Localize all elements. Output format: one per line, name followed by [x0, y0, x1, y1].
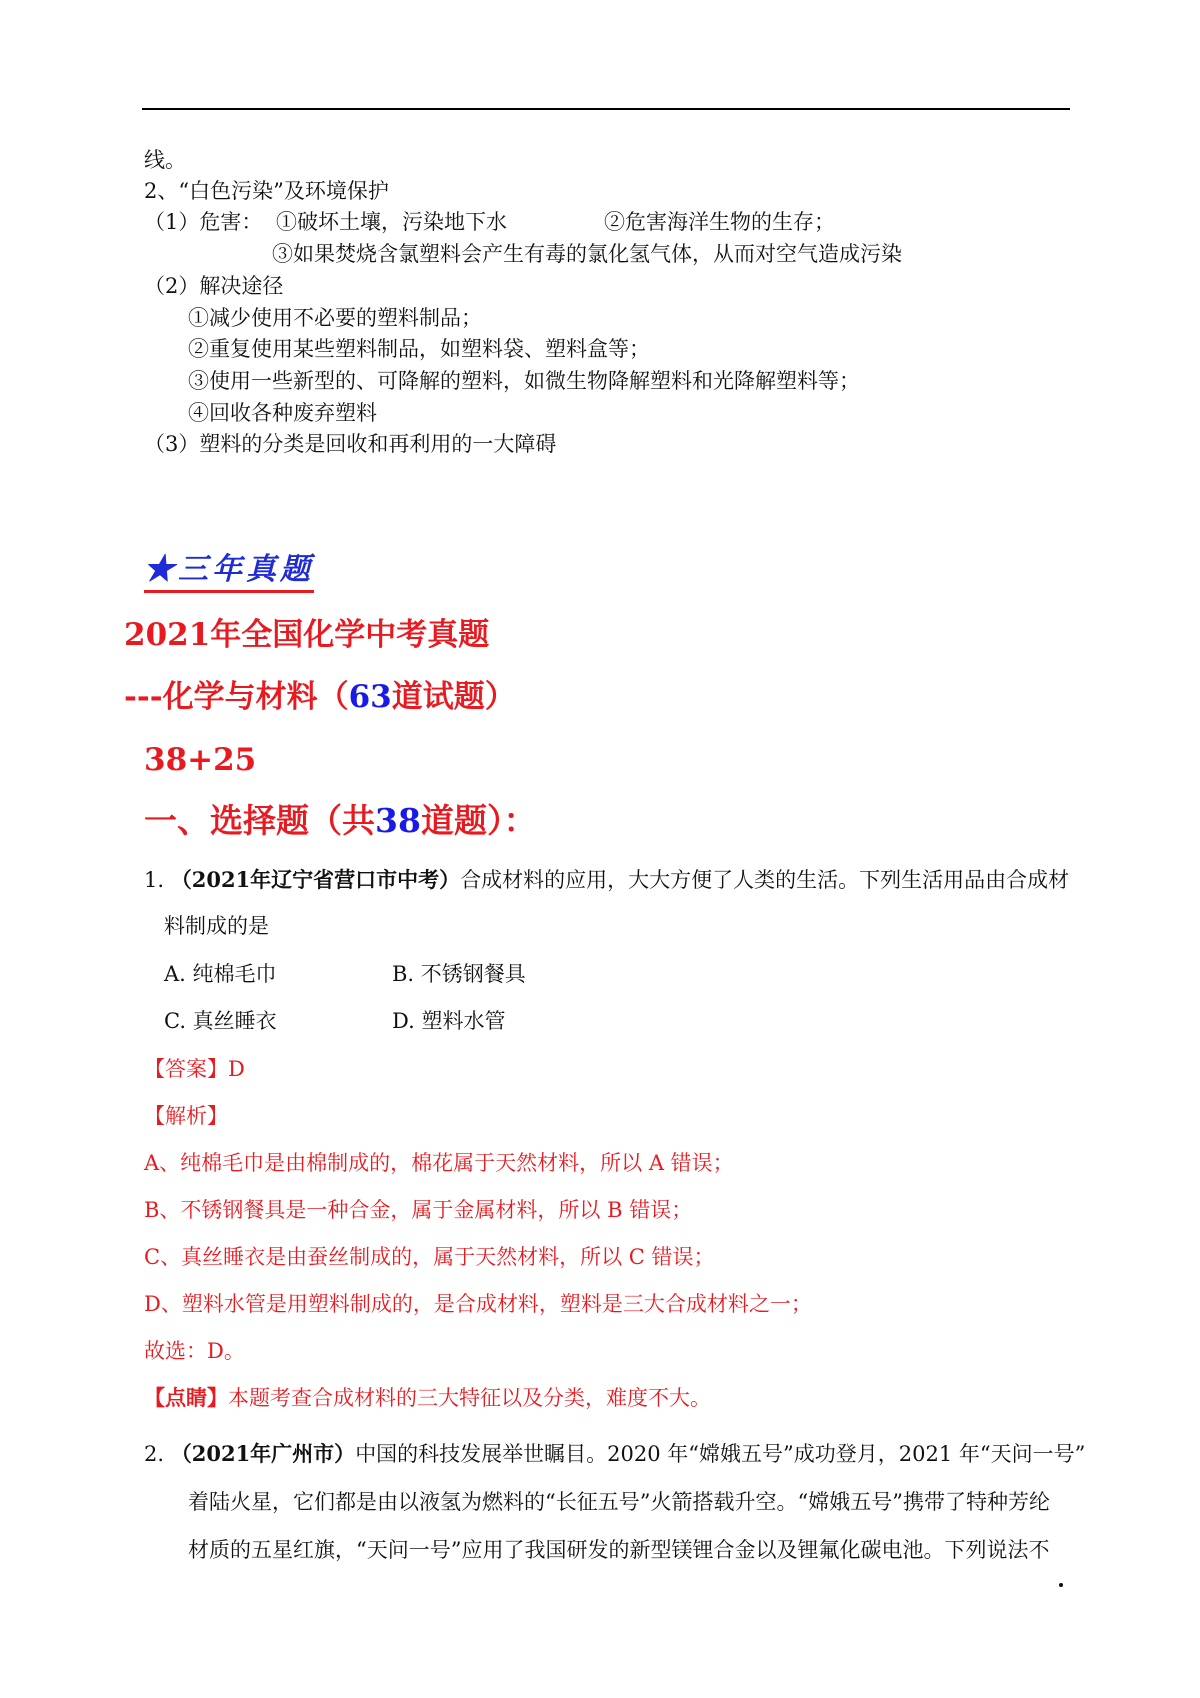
question-2-line-2: 着陆火星，它们都是由以液氢为燃料的“长征五号”火箭搭载升空。“嫦娥五号”携带了特种芳纶: [188, 1490, 1050, 1514]
notes-heading-white-pollution: 2、“白色污染”及环境保护: [144, 179, 389, 203]
option-d: D. 塑料水管: [392, 1009, 506, 1033]
subtitle-prefix: ---化学与材料（: [124, 679, 349, 715]
question-1-line-1: [144, 866, 1069, 894]
analysis-line: C、真丝睡衣是由蚕丝制成的，属于天然材料，所以 C 错误；: [144, 1245, 715, 1269]
section-prefix: 一、选择题（共: [144, 801, 375, 840]
harm-item-3: ③如果焚烧含氯塑料会产生有毒的氯化氢气体，从而对空气造成污染: [272, 242, 902, 266]
count-sum: 38+25: [144, 742, 257, 778]
subtitle-suffix: 道试题）: [391, 679, 516, 715]
question-text: 合成材料的应用，大大方便了人类的生活。下列生活用品由合成材: [460, 868, 1070, 892]
classification-note: （3）塑料的分类是回收和再利用的一大障碍: [144, 432, 557, 456]
answer-line: [144, 1055, 245, 1083]
question-count: 63: [348, 679, 392, 715]
page-subtitle: [124, 677, 516, 717]
analysis-label: 【解析】: [144, 1104, 228, 1128]
question-2-line-3: 材质的五星红旗，“天问一号”应用了我国研发的新型镁锂合金以及锂氟化碳电池。下列说法不: [188, 1538, 1050, 1562]
question-number: 2.: [144, 1442, 165, 1466]
comment-text: 本题考查合成材料的三大特征以及分类，难度不大。: [228, 1386, 711, 1410]
solution-item: ④回收各种废弃塑料: [188, 401, 377, 425]
answer-value: D: [228, 1057, 245, 1081]
page-title: 2021年全国化学中考真题: [124, 617, 490, 653]
question-source: （2021年辽宁省营口市中考）: [170, 867, 461, 892]
option-a: A. 纯棉毛巾: [164, 962, 277, 986]
harm-item-2: ②危害海洋生物的生存；: [604, 210, 835, 234]
answer-label: 【答案】: [144, 1057, 228, 1081]
section-suffix: 道题）：: [420, 801, 537, 840]
emphasis-dot: [1059, 1583, 1063, 1587]
notes-line-end: 线。: [144, 148, 186, 172]
question-2-line-1: [144, 1440, 1085, 1468]
harm-label: （1）危害：: [144, 210, 263, 234]
option-c: C. 真丝睡衣: [164, 1009, 277, 1033]
section-heading: [144, 800, 536, 842]
header-rule: [142, 108, 1070, 110]
solution-item: ②重复使用某些塑料制品，如塑料袋、塑料盒等；: [188, 337, 650, 361]
solution-item: ①减少使用不必要的塑料制品；: [188, 306, 482, 330]
analysis-line: A、纯棉毛巾是由棉制成的，棉花属于天然材料，所以 A 错误；: [144, 1151, 734, 1175]
question-source: （2021年广州市）: [170, 1441, 356, 1466]
question-1-line-2: 料制成的是: [164, 914, 269, 938]
analysis-line: B、不锈钢餐具是一种合金，属于金属材料，所以 B 错误；: [144, 1198, 693, 1222]
comment-label: 【点睛】: [144, 1385, 228, 1410]
analysis-line: D、塑料水管是用塑料制成的，是合成材料，塑料是三大合成材料之一；: [144, 1292, 812, 1316]
solution-item: ③使用一些新型的、可降解的塑料，如微生物降解塑料和光降解塑料等；: [188, 369, 860, 393]
section-count: 38: [375, 801, 421, 840]
solution-label: （2）解决途径: [144, 274, 284, 298]
choice-line: 故选：D。: [144, 1339, 245, 1363]
harm-item-1: ①破坏土壤，污染地下水: [276, 210, 507, 234]
question-text: 中国的科技发展举世瞩目。2020 年“嫦娥五号”成功登月，2021 年“天问一号”: [355, 1442, 1086, 1466]
option-b: B. 不锈钢餐具: [392, 962, 526, 986]
comment-line: [144, 1384, 711, 1412]
question-number: 1.: [144, 868, 165, 892]
brand-banner: ★三年真题: [144, 552, 314, 593]
